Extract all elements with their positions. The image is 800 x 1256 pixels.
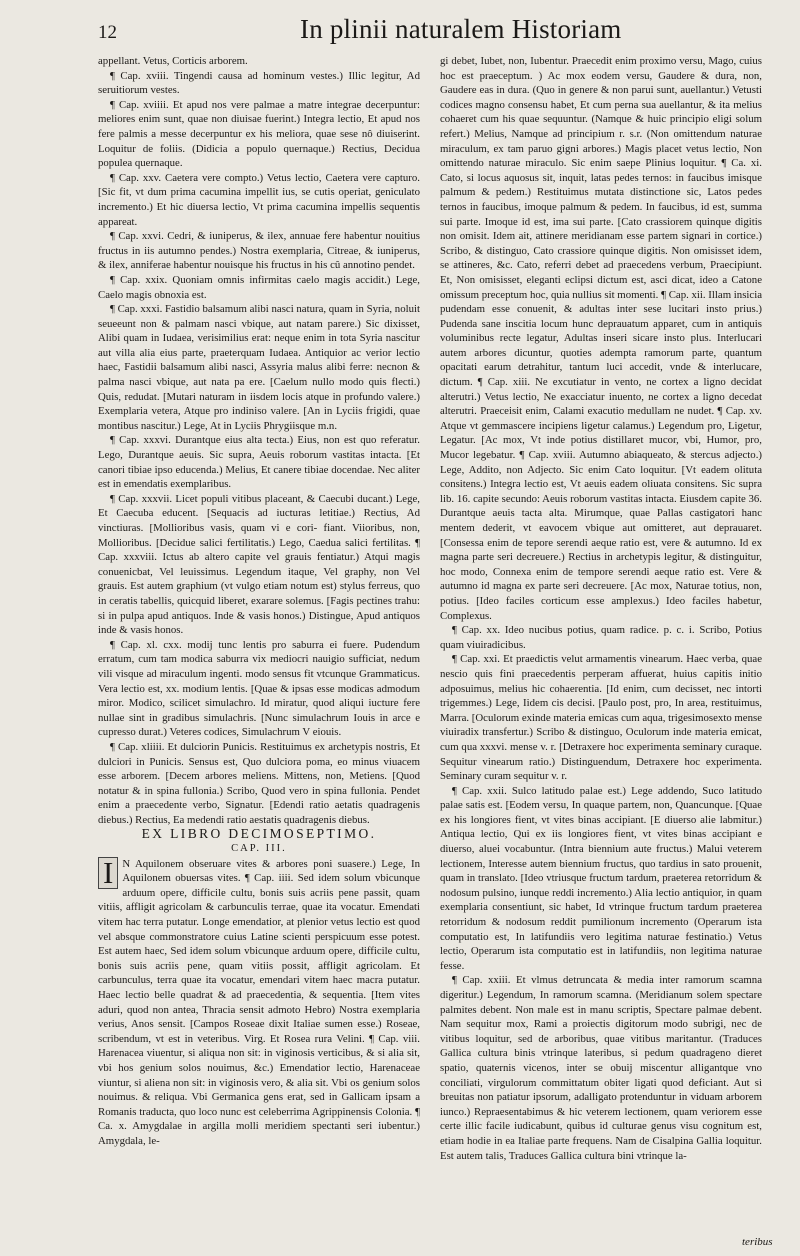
running-head: In plinii naturalem Historiam: [300, 14, 622, 44]
catchword: teribus: [742, 1236, 773, 1248]
paragraph: appellant. Vetus, Corticis arborem.: [98, 55, 248, 67]
paragraph: ¶ Cap. xl. cxx. modij tunc lentis pro saburra ei fuere. Pudendum erratum, cum tam modica saburra vix mediocri nauigio sufficiat, nedum vili visque ad miraculum ingenti. modo sensus fit vtcunque Grammaticus. Vera lectio est, xx. modium lentis. [Quae & ipsas esse modicas admodum miror. Modico, scilicet simulachro. Id miratur, quod aliqui iucture fere nullae sint in gradibus simulachris. [Nunc simulachrum Iouis in arce e cupresso durat.) Veteres codices, Simulachrum V eiouis.: [98, 638, 420, 739]
chapter-heading: CAP. III.: [231, 843, 287, 855]
paragraph: ¶ Cap. xxvi. Cedri, & iuniperus, & ilex, annuae fere habentur nouitius fructus in iis autumno pendes.) Nostra exemplaria, Citreae, & iuniperus, & ilex, anniferae habentur nouisque his fructus in his cû annotino pendet.: [98, 230, 420, 272]
paragraph: ¶ Cap. xviiii. Et apud nos vere palmae a matre integrae decerpuntur: meliores enim sunt, quae non diuisae fuerint.) Integra lectio, Et apud nos fere palmis a messe decerpuntur ex his meliora, quae sese nô diuiserint. Loquitur de foliis. (Didicia a populo quernaque.) Rectius, Decidua populea quernaque.: [98, 98, 420, 170]
paragraph: ¶ Cap. xviii. Tingendi causa ad hominum vestes.) Illic legitur, Ad seruitiorum vestes.: [98, 69, 420, 97]
left-column: [98, 54, 420, 1239]
chapter-body: [98, 854, 420, 1149]
paragraph: ¶ Cap. xliiii. Et dulciorin Punicis. Restituimus ex archetypis nostris, Et dulciori in Punicis. Sensus est, Quo dulciora poma, eo minus viuacem esse arborem. [Decem arbores meliens. Mittens, non, Metiens. [Quod notatur & in spina fullonia.) Scribo, Quod vero in spina fullonia. Pendet enim a praecedente verbo, Signatur. [Edendi ratio aetatis quadragenis diebus.) Rectius, Ea medendi ratio aestatis quadragenis diebus.: [98, 740, 420, 826]
paragraph: gi debet, Iubet, non, Iubentur. Praecedit enim proximo versu, Mago, cuius hoc est praeceptum. ) Ac mox eodem versu, Gaudere & dura, non, Gaudere eas in dura. (Quo in genere & non parui sunt, auellantur.) Vetusti codices magno consensu habet, Et cum perna sua auellantur, & ita melius cohaeret cum his quae sequuntur. (Namque & huic principio eligi solum refert.) Melius, Namque ad principium r. s.r. (Non omittendum naturae miraculum, ex tam paruo gigni arbores.) Magis placet vetus lectio, Non omittendo naturae miraculo. Sic enim saepe Plinius loquitur. ¶ Ca. xi. Cato, si locus aquosus sit, inquit, latas pedes ternos: in faucibus imisque palmum & pedem.) Restituimus mutata distinctione sic, Latos pedes ternos in faucibus, imoque palmum & pedem. In faucibus, id est, summa sui parte. Imoque id est, ima sui parte. [Cato crassiorem quinque digitis non omisit. Idem ait, attinere meridianam esse partem signari in cortice.) Scribo, & distinguo, Cato crassiore quinque digitis. Non omisisset idem, se attineres, &c. Cato, referri debet ad praecedens verbum, Praecipiunt. Et, Non omisisset, eleganti eclipsi dictum est, asci dicat, ideo a Catone omissum preceptum hoc, quia nullius sit momenti. ¶ Cap. xii. Illam insicia pudendam esse conuenit, & adultas inter sese lucitari insto prius.) Pudenda sane inscitia locum hunc deprauatum apparet, cum in antiquis voluminibus recte legatur, Adultas inseri sicare insto plus. Interlucari autem arbores dicuntur, quoties adempta ramorum parte, quantum opacitati earum detrahitur, tantum luci accedit, vnde & interlucare, dictum. ¶ Cap. xiii. Ne excutiatur in vento, ne cortex a ligno decidat alterutri.) Vetus lectio, Ne exacciatur inuento, ne cortex a ligno decedat alterutri. Praeceisit enim, Calami exacutio medullam ne nudet. ¶ Cap. xv. Atque vt gemmascere incipiens ligetur calamus.) Legendum pro, Ligetur, Legatur. [Ac mox, Vt inde potius distillaret mucor, vbi, Humor, pro, Mucor legebatur. ¶ Cap. xviii. Autumno abiaqueato, & stercus adjecto.) Lege, Addito, non Adjecto. Sic enim Cato loquitur. [Vt eadem olituta consitens.) Integra lectio est, Vt aeuis eadem oliuata consitens. Sic supra lib. 16. capite secundo: Aeuis roborum vastitas intacta. Eiusdem capite 36. Durantque aeuis tacta alta. Mirumque, quae Pallas castigatori hanc mentem dederit, vt eavocem vbique aut omitteret, aut deprauaret. [Consessa enim de tepore serendi aeque ratio est, vere & autumno. Id ex magna parte seri decreuere.) Rectius in archetypis legitur, & distinguitur, hoc modo, Connexa enim de tempore serendi aeque ratio est. Vere & autumno id magna ex parte seri decreuere. [Ac mox, Naturae totius, non, potius. [Ideo faciles corticum esse amplexus.) Ideo faciles habetur, Complexus.: [440, 55, 762, 622]
book-heading: EX LIBRO DECIMOSEPTIMO.: [141, 826, 377, 842]
paragraph: ¶ Cap. xxiii. Et vlmus detruncata & media inter ramorum scamna digeritur.) Legendum, In ramorum scamna. (Meridianum solem spectare palmites debent. Non male est in manu scriptis, Spectare palmae debent. Nam sequitur mox, Rami a proiectis digitorum modo subrigi, nec de vitibus loquitur, sed de arboribus, quae vitibus maritantur. (Traduces Gallica cultura binis vtrinque lateribus, si pedum quadrageno dieret spatio, quaternis vicenos, inter se obuij miscentur alligantque vno conciliati, virgulorum committatum obiter ligati quod deficiant. Aut si breuitas non patiatur ipsorum, adalligato protenduntur in viduam arborem iunco.) Repraesentabimus & hic veterem lectionem, quam veriorem esse certe illic facile iudicabunt, quibus id culturae genus visu cognitum est, etiam hodie in ea Italiae parte frequens. Nam de Cisalpina Gallia loquitur. Est autem talis, Traduces Gallica cultura bini vtrinque la-: [440, 974, 762, 1162]
paragraph: ¶ Cap. xxv. Caetera vere compto.) Vetus lectio, Caetera vere capturo. [Sic fit, vt dum prima cacumina impellit ius, se cutis operiat, geniculato incremento.) Et hic diuersa lectio, Vt prima cacumina impellis sequentis appareat.: [98, 171, 420, 228]
paragraph: ¶ Cap. xx. Ideo nucibus potius, quam radice. p. c. i. Scribo, Potius quam viuiradicibus.: [440, 624, 762, 651]
paragraph: ¶ Cap. xxix. Quoniam omnis infirmitas caelo magis accidit.) Lege, Caelo magis obnoxia est.: [98, 273, 420, 301]
left-paragraphs: [98, 54, 420, 827]
page-number: 12: [98, 22, 117, 43]
paragraph: ¶ Cap. xxi. Et praedictis velut armamentis vinearum. Haec verba, quae nescio quis fini praecedentis perperam affuerat, huius capitis initio adposuimus, melius hic cohaerentia. [Id enim, cum decisset, nec intorti trigemmes.) Lege, Iidem cis decisi. [Paulo post, pro, In area, restituimus, Marra. [Oculorum exinde materia emicas cum aqua, trigesimosexto mense viuiradix transfertur.) Scribo & distinguo, Oculorum inde materia emicat, cum qua xxxvi. mense v. r. [Detraxere hoc experimenta seminary curaque. Sequitur vinearum ratio.) Distinguendum, Detraxere hoc experimenta. Seminary curam sequitur v. r.: [440, 653, 762, 783]
right-column: [440, 54, 762, 1250]
paragraph: N Aquilonem obseruare vites & arbores poni suasere.) Lege, In Aquilonem obuersas vites. ¶ Cap. iiii. Sed idem solum vbicunque arduum opere, difficile cultu, bonis suis acriis pene passit, quam vitiis, affligit agricolam & carbunculis terrae, quae ita vocatur. Emendati vitem hac terra putatur. Longe emendatior, at plenior vetus lectio est quod vel absque commonstratore cuius Latine scienti perspicuum esse potest. Est autem haec, Sed idem solum vbicunque arduum opere, difficile cultu, bonis suis acriis pene, quam vitiis possit, affligit agricolam. Et carbunculus, terra quae ita vocatur, emendari vitem haec macra putatur. Haec lectio belle quadrat & ad praecedentia, & sequentia. [Item vites aduri, quod non antea, Thracia sensit admoto Hebro) Nostra exemplaria verius, Anos sensit. [Campos Roseae dixit Italiae sumen esse.) Roseae, scribendum, vt est in veteribus. Virg. Et Rosea rura Velini. ¶ Cap. viii. Harenacea viuentur, si aliqua non sit: in viginosis verticibus, & si alia sit, vbi hos genium solos nouimus, &c.) Emendatior lectio, Harenaceae viuntur, si aliena non sit: in viginosis vero, & alia sit. Vbi os genium solos nouimus. & reliqua. Vbi Germanica gens erat, sed in Gallicam ipsam a Romanis traducta, quo loco nunc est celeberrima Agrippinensis Colonia. ¶ Ca. x. Amygdalae in argilla molli meridiem spectanti seri iubentur.) Amygdala, le-: [98, 857, 420, 1147]
drop-initial: I: [98, 857, 118, 889]
right-paragraphs: [440, 54, 762, 1163]
paragraph: ¶ Cap. xxxi. Fastidio balsamum alibi nasci natura, quam in Syria, noluit seueeunt non & palmam nasci vbique, aut natam parere.) Sic dixisset, Alibi quam in Iudaea, verisimilius erat: neque enim in tota Syria nascitur aut villa alia eius parte, praeterquam Iudaea. Antiquior ac verior lectio haec, Fastidii balsamum alibi nasci, Assyria malus alibi ferre: necnon & palma nasci vbique, aut nata pa ere. [Caelum nullo modo quis flecti.) Quis, redudat. [Mutari naturam in iisdem locis atque in profundo valere.) Exemplaria vetera, Atque pro indiniso valere. [An in Lyciis frigidi, quae montibus nascitur.) Lege, At in Lyciis Phrygiisque m.n.: [98, 303, 420, 432]
paragraph: ¶ Cap. xxii. Sulco latitudo palae est.) Lege addendo, Suco latitudo palae satis est. [Eodem versu, In quaque partem, non, Quancunque. [Quae ex his longiores fient, vt vites binas accipiant. [E diuerso alie labmitur.) Antiqua lectio, Qui ex iis longiores fient, vt vites binas accipiant e diuerso, aluei vocabuntur. (Intra biennium aute fructus.) Malui veterem lectionem, Interesse autem biennium fructus, quo tardius in sato prouenit, quam in translato. [Ideo vtriusque fructum tardum, praeterea retorridum & nodosum pulsino, iunque reddi incremento.) Alia lectio antiquior, in quam exemplaria consentiunt, sic habet, Id vtrinque fructum tardum praeterea retorridum & nodosum reddit pumilionum incremento (Operarum ista computatio est, In latifundiis vero legitima naturae festinatio.) Vetus lectio, Operarum ista computatio est in latifundiis, non legitima naturae fesse.: [440, 784, 762, 972]
paragraph: ¶ Cap. xxxvi. Durantque eius alta tecta.) Eius, non est quo referatur. Lego, Durantque aeuis. Sic supra, Aeuis roborum vastitas intacta. [Et canori tibiae ipso educenda.) Melius, Et canere tibiae docendae. Nec aliter est in emendatis exemplaribus.: [98, 434, 420, 491]
paragraph: ¶ Cap. xxxvii. Licet populi vitibus placeant, & Caecubi ducant.) Lege, Et Caecuba educent. [Sequacis ad iucturas letitiae.) Rectius, Ad vinctiuras. [Mollioribus vasis, quam vi e cori- fiant. Viioribus, non, Mollioribus. [Decidue salici fertilitatis.) Lego, Caedua salici fertilitas. ¶ Cap. xxxviii. Ictus ab altero capite vel grauis fentiatur.) Atqui magis conuenicbat, Vel leuissimus. Legendum itaque, Vel graphy, non Vel grauis. Est autem graphium (vt vulgo etiam notum est) stylus ferreus, quo in ceratis tabellis, quicquid liberet, exarare solemus. [Fagis pectines trahu: si in pulpa apud antiquos. Inde & vasis honos.) Distingue, Apud antiquos inde & vasis honos.: [98, 492, 420, 637]
